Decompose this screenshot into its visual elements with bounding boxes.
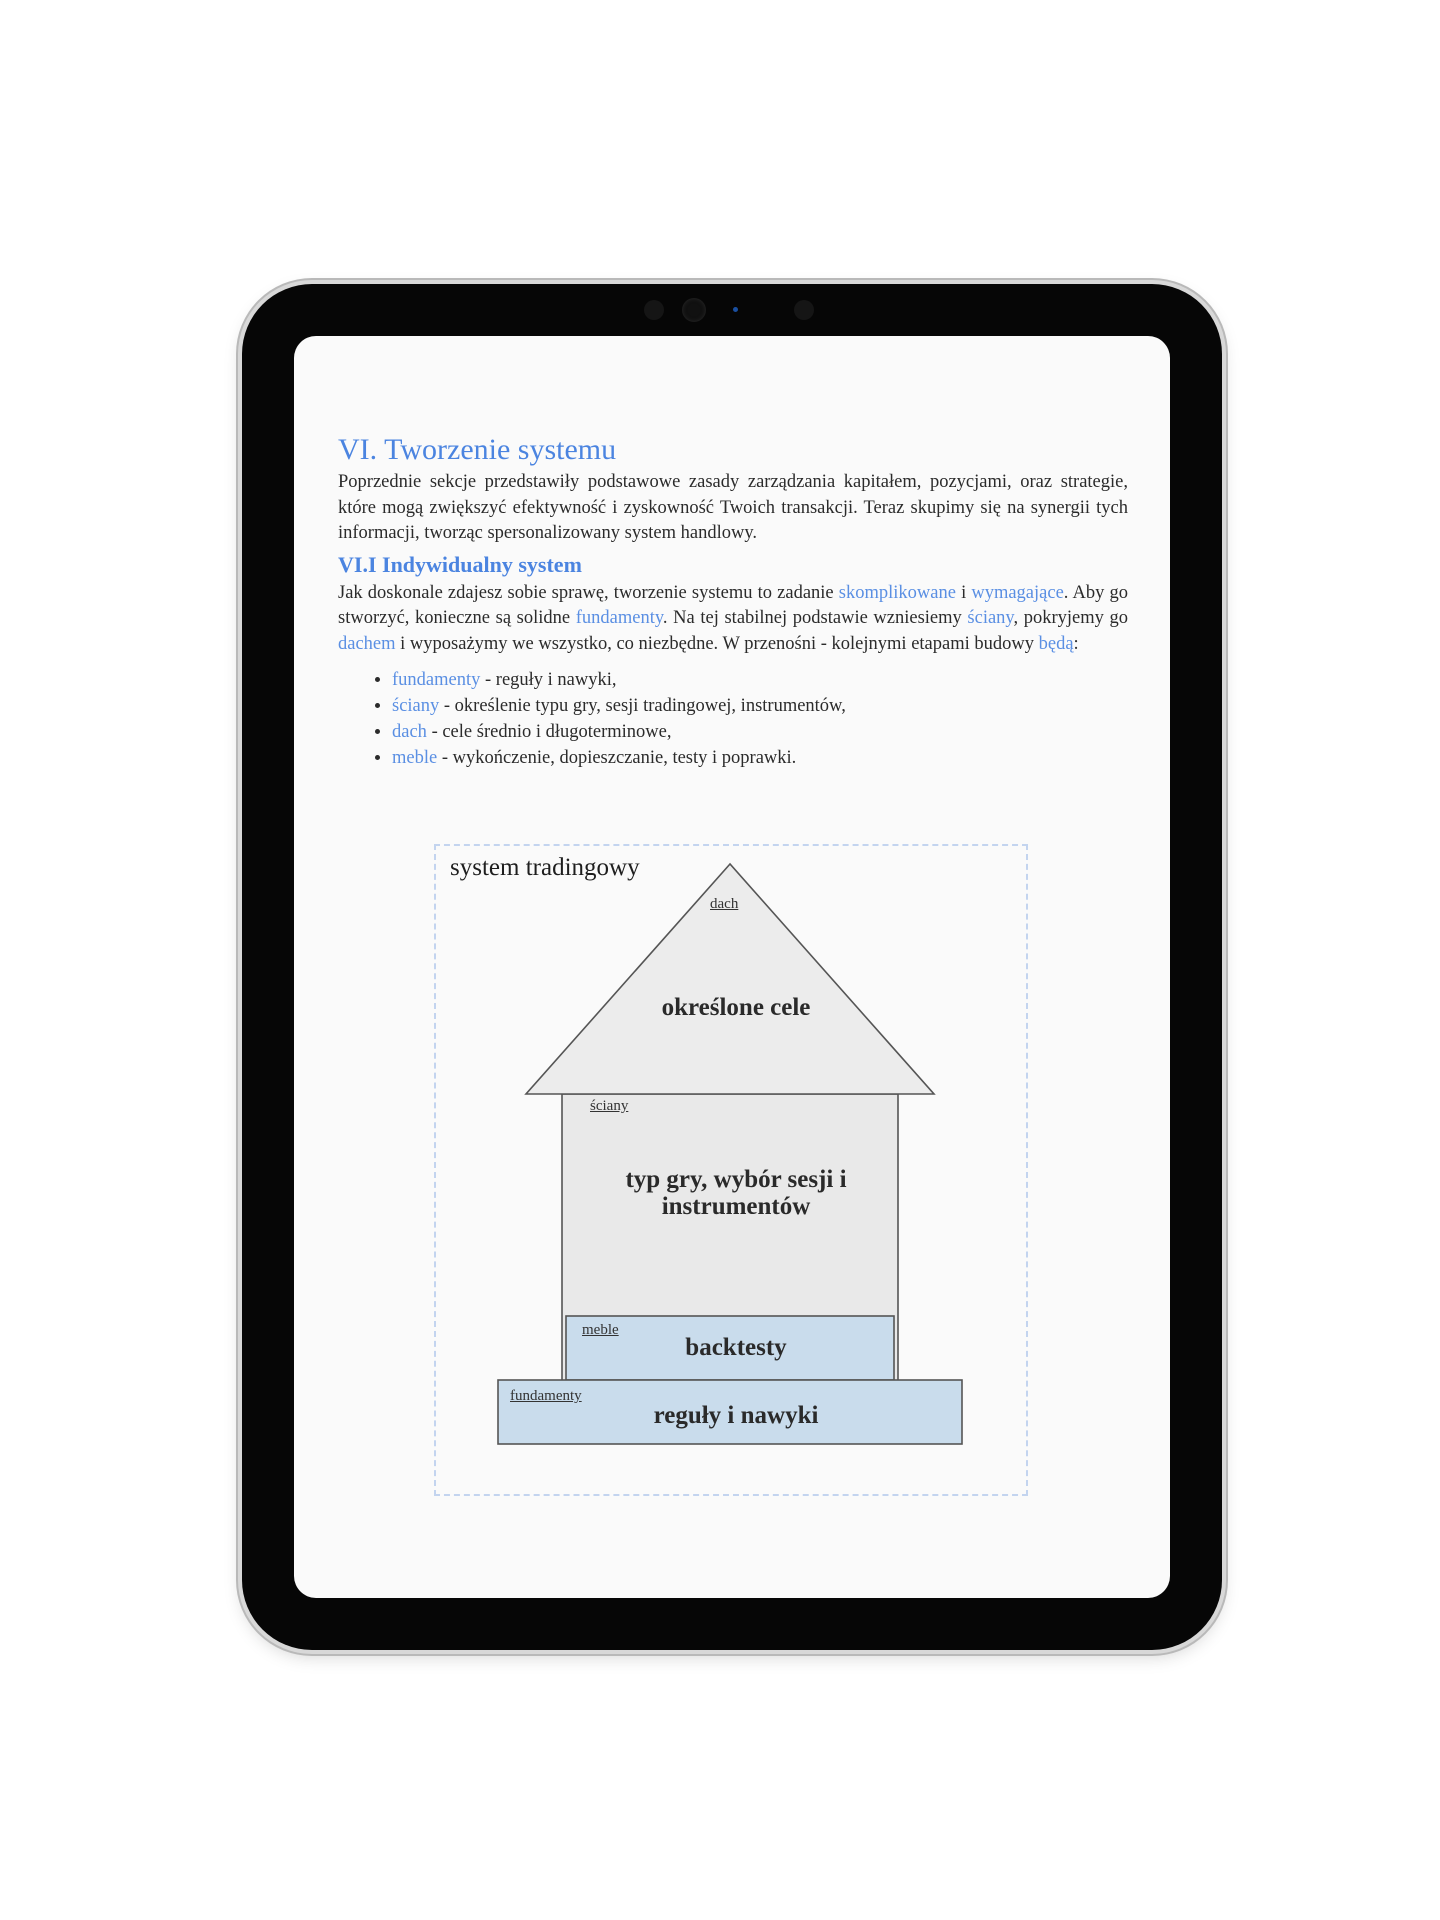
furniture-text: backtesty: [685, 1334, 787, 1361]
paragraph-text: , pokryjemy go: [1013, 608, 1129, 628]
list-term-link[interactable]: ściany: [392, 696, 440, 716]
list-description: - cele średnio i długoterminowe,: [426, 722, 672, 742]
list-description: - określenie typu gry, sesji tradingowej, instrumentów,: [439, 696, 846, 716]
stages-list: [338, 667, 1128, 771]
section-heading: VI. Tworzenie systemu: [338, 433, 617, 466]
list-item: [392, 667, 1128, 693]
list-item: [392, 719, 1128, 745]
intro-paragraph: Poprzednie sekcje przedstawiły podstawowe zasady zarządzania kapitałem, pozycjami, oraz strategie, które mogą zwiększyć efektywność i zyskowność Twoich transakcji. Teraz skupimy się na synergii tych informacji, tworząc spersonalizowany system handlowy.: [338, 472, 1128, 543]
roof-text: określone cele: [661, 994, 811, 1021]
list-term-link[interactable]: meble: [392, 748, 438, 768]
highlight-link[interactable]: dachem: [338, 633, 396, 654]
list-description: - wykończenie, dopieszczanie, testy i poprawki.: [437, 748, 797, 768]
tablet-frame: [242, 284, 1222, 1650]
highlight-link[interactable]: ściany: [967, 608, 1014, 628]
paragraph-text: . Na tej stabilnej podstawie wzniesiemy: [662, 608, 968, 628]
furniture-label: meble: [582, 1322, 619, 1338]
body-paragraph: [338, 581, 1128, 658]
walls-text: typ gry, wybór sesji i instrumentów: [625, 1166, 847, 1220]
list-term-link[interactable]: dach: [392, 722, 427, 742]
document-content: [338, 432, 1128, 771]
list-term-link[interactable]: fundamenty: [392, 670, 481, 690]
paragraph-text: Jak doskonale zdajesz sobie sprawę, tworzenie systemu to zadanie: [338, 582, 839, 603]
paragraph-text: . Aby go stworzyć, konieczne są solidne: [338, 582, 1129, 628]
diagram-title: system tradingowy: [450, 854, 640, 881]
highlight-link[interactable]: skomplikowane: [838, 582, 956, 603]
system-house-diagram: [434, 844, 1028, 1496]
tablet-screen[interactable]: [294, 336, 1170, 1598]
list-description: - reguły i nawyki,: [480, 670, 617, 690]
front-camera-icon: [682, 298, 706, 322]
foundation-label: fundamenty: [510, 1388, 582, 1404]
volume-up-button: [1222, 390, 1228, 446]
subsection-heading: VI.I Indywidualny system: [338, 551, 582, 577]
sensor-icon: [644, 300, 664, 320]
foundation-text: reguły i nawyki: [653, 1402, 819, 1429]
sensor-icon: [794, 300, 814, 320]
volume-down-button: [1222, 458, 1228, 514]
camera-indicator-icon: [733, 307, 738, 312]
list-item: [392, 693, 1128, 719]
paragraph-text: i: [955, 582, 972, 603]
highlight-link[interactable]: fundamenty: [575, 608, 663, 628]
highlight-link[interactable]: wymagające: [971, 582, 1064, 603]
list-item: [392, 745, 1128, 771]
paragraph-text: i wyposażymy we wszystko, co niezbędne. W przenośni - kolejnymi etapami budowy: [395, 633, 1039, 654]
roof-label: dach: [710, 896, 739, 912]
walls-label: ściany: [590, 1098, 629, 1114]
paragraph-text: :: [1073, 633, 1079, 654]
highlight-link[interactable]: będą: [1038, 633, 1074, 654]
